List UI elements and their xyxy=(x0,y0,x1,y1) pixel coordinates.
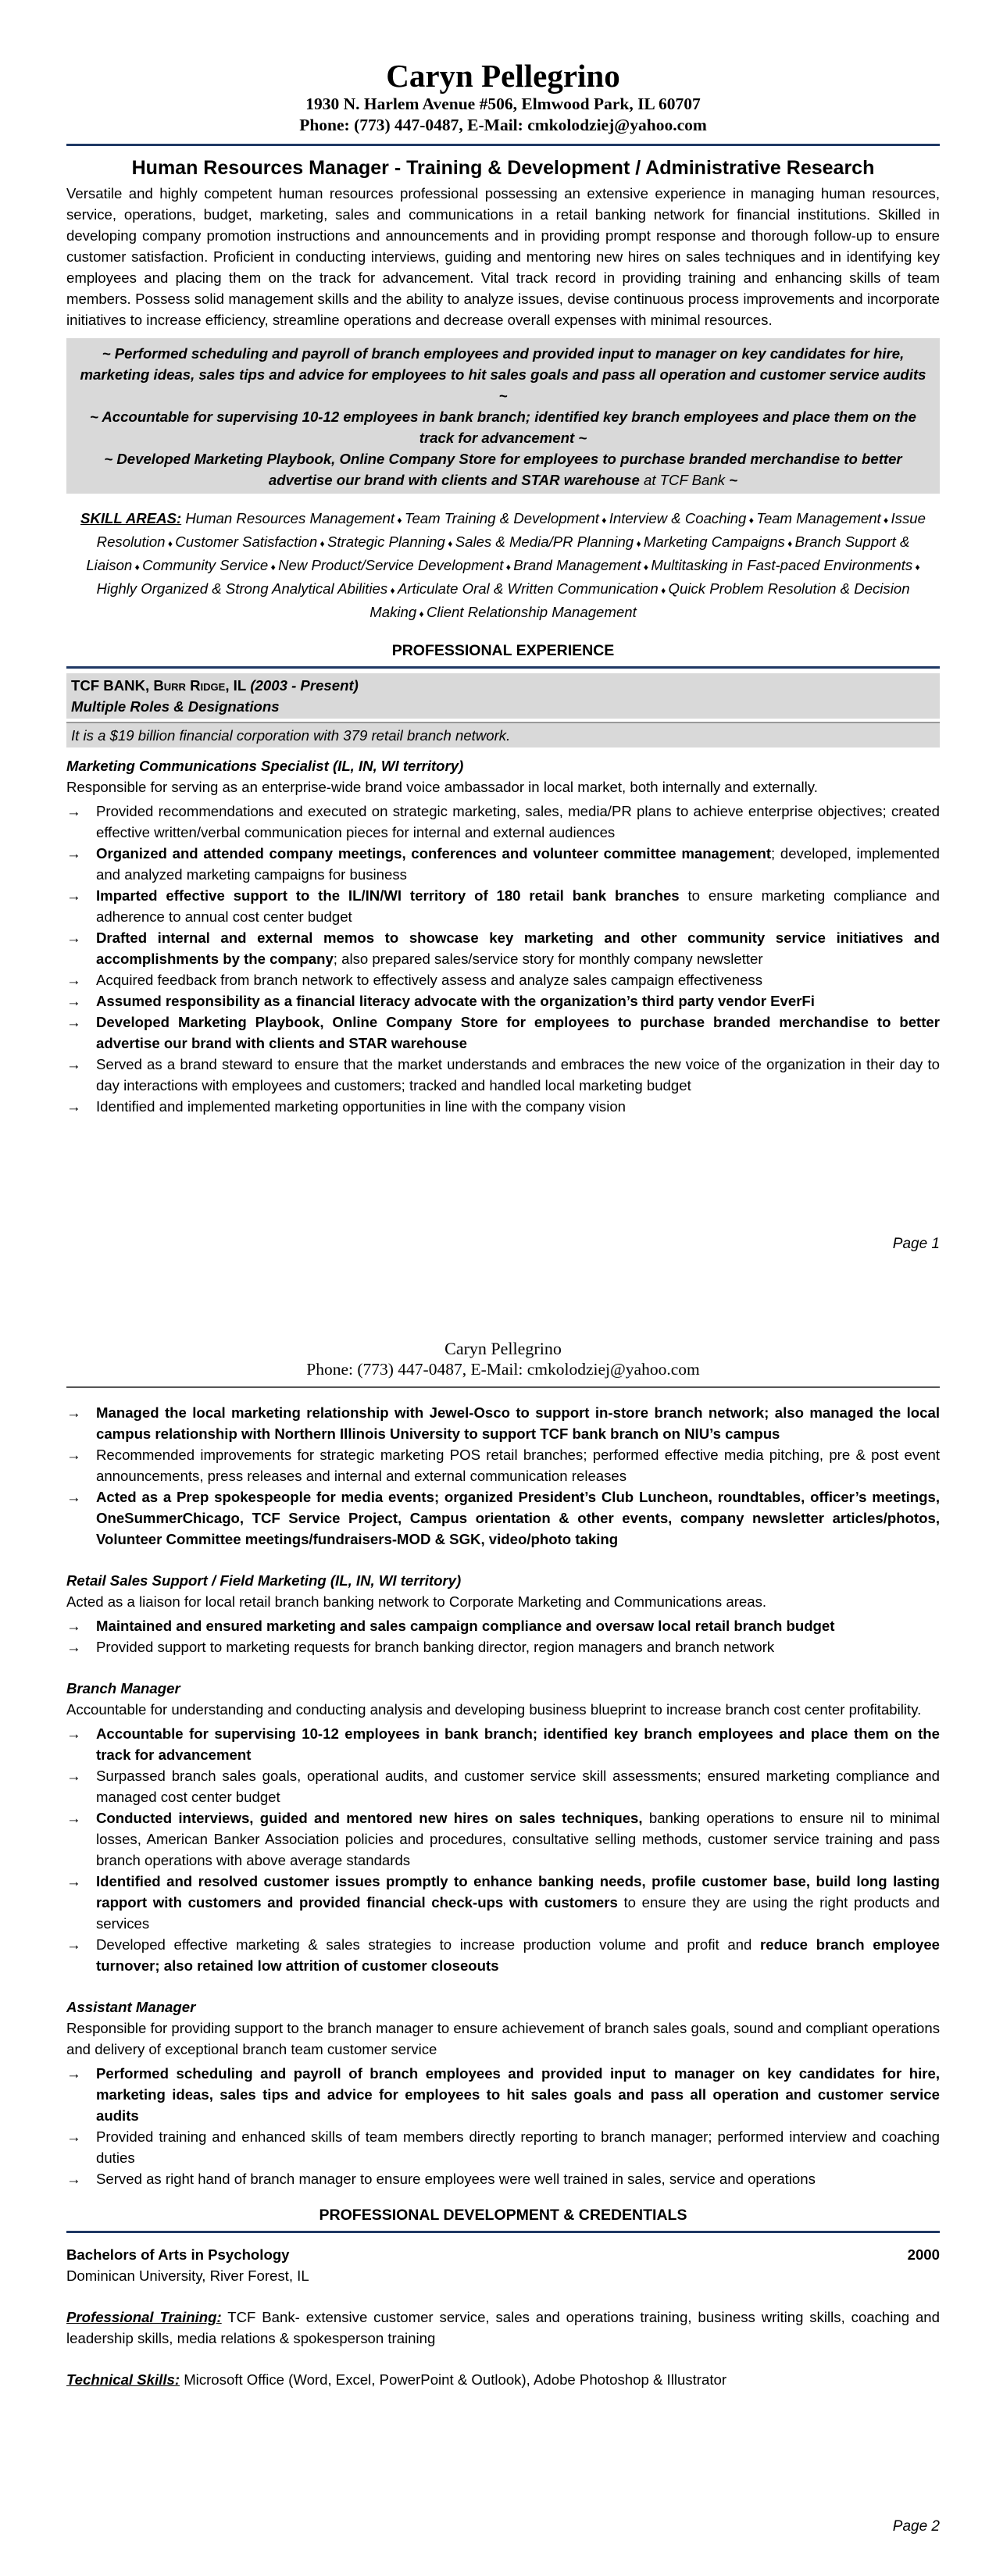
arrow-icon: → xyxy=(66,1725,81,1742)
skill-item: Sales & Media/PR Planning xyxy=(455,533,634,550)
skill-item: Interview & Coaching xyxy=(609,510,747,526)
skill-item: Team Training & Development xyxy=(404,510,599,526)
employer-name: TCF BANK, xyxy=(71,677,150,694)
arrow-icon: → xyxy=(66,1936,81,1953)
bullet-list xyxy=(66,1615,940,1657)
role-description: Responsible for providing support to the branch manager to ensure achievement of branch sales goals, sound and compliant operations and delivery of exceptional branch team customer service xyxy=(66,2020,940,2057)
list-item: → Assumed responsibility as a financial literacy advocate with the organization’s third party vendor EverFi xyxy=(66,990,940,1011)
skill-item: Marketing Campaigns xyxy=(643,533,785,550)
skill-item: Team Management xyxy=(756,510,881,526)
arrow-icon: → xyxy=(66,993,81,1009)
list-item: → Acquired feedback from branch network to effectively assess and analyze sales campaign effectiveness xyxy=(66,969,940,990)
diamond-icon: ♦ xyxy=(268,562,279,573)
employer-dates: (2003 - Present) xyxy=(246,677,359,694)
skill-item: Highly Organized & Strong Analytical Abilities xyxy=(96,580,388,597)
list-item: → Identified and resolved customer issues promptly to enhance banking needs, profile customer base, build long lasting rapport with customers and provided financial check-ups with customers to ensure they are using the right products and services xyxy=(66,1871,940,1934)
list-item: → Recommended improvements for strategic marketing POS retail branches; performed effective media pitching, pre & post event announcements, press releases and internal and external communication releases xyxy=(66,1444,940,1486)
arrow-icon: → xyxy=(66,1618,81,1634)
diamond-icon: ♦ xyxy=(784,538,795,549)
skill-item: Branch Support & Liaison xyxy=(86,533,910,573)
arrow-icon: → xyxy=(66,2171,81,2187)
arrow-icon: → xyxy=(66,1489,81,1505)
diamond-icon: ♦ xyxy=(317,538,327,549)
section-heading-development: PROFESSIONAL DEVELOPMENT & CREDENTIALS xyxy=(319,2207,687,2224)
list-item: → Provided training and enhanced skills of team members directly reporting to branch manager; performed interview and coaching duties xyxy=(66,2126,940,2168)
list-item: → Conducted interviews, guided and mentored new hires on sales techniques, banking operations to ensure nil to minimal losses, American Banker Association policies and procedures, consultative selling methods, customer service training and pass branch operations with above average standards xyxy=(66,1807,940,1871)
arrow-icon: → xyxy=(66,1014,81,1030)
role-description: Accountable for understanding and conducting analysis and developing business blueprint to increase branch cost center profitability. xyxy=(66,1701,922,1718)
bullet-list xyxy=(66,1723,940,1976)
diamond-icon: ♦ xyxy=(880,515,891,526)
skill-item: New Product/Service Development xyxy=(278,557,504,573)
bullet-list xyxy=(66,801,940,1117)
role-title: Marketing Communications Specialist (IL, IN, WI territory) xyxy=(66,758,464,774)
role-title: Branch Manager xyxy=(66,1680,180,1697)
arrow-icon: → xyxy=(66,2065,81,2082)
diamond-icon: ♦ xyxy=(165,538,176,549)
arrow-icon: → xyxy=(66,1447,81,1463)
list-item: → Organized and attended company meetings, conferences and volunteer committee management; developed, implemented and analyzed marketing campaigns for business xyxy=(66,843,940,885)
contact-line: Phone: (773) 447-0487, E-Mail: cmkolodziej@yahoo.com xyxy=(299,116,707,134)
list-item: → Surpassed branch sales goals, operational audits, and customer service skill assessments; ensured marketing compliance and managed cost center budget xyxy=(66,1765,940,1807)
section-divider xyxy=(66,666,940,669)
highlights-box xyxy=(66,338,940,494)
role-title: Retail Sales Support / Field Marketing (IL, IN, WI territory) xyxy=(66,1572,462,1589)
resume-name: Caryn Pellegrino xyxy=(386,58,620,94)
bullet-list xyxy=(66,2063,940,2189)
role-description: Acted as a liaison for local retail branch banking network to Corporate Marketing and Communications areas. xyxy=(66,1593,767,1610)
skill-item: Brand Management xyxy=(513,557,641,573)
list-item: → Developed effective marketing & sales strategies to increase production volume and profit and reduce branch employee turnover; also retained low attrition of customer closeouts xyxy=(66,1934,940,1976)
skill-item: Customer Satisfaction xyxy=(175,533,318,550)
arrow-icon: → xyxy=(66,887,81,904)
technical-skills: Technical Skills: Microsoft Office (Word, Excel, PowerPoint & Outlook), Adobe Photoshop & Illustrator xyxy=(66,2371,727,2388)
degree: Bachelors of Arts in Psychology xyxy=(66,2246,290,2263)
diamond-icon: ♦ xyxy=(416,608,427,619)
employer-roles: Multiple Roles & Designations xyxy=(71,698,280,715)
diamond-icon: ♦ xyxy=(658,585,669,596)
arrow-icon: → xyxy=(66,1768,81,1784)
list-item: → Served as right hand of branch manager to ensure employees were well trained in sales, service and operations xyxy=(66,2168,940,2189)
diamond-icon: ♦ xyxy=(387,585,398,596)
diamond-icon: ♦ xyxy=(634,538,644,549)
highlight-2: ~ Accountable for supervising 10-12 employees in bank branch; identified key branch employees and place them on the track for advancement ~ xyxy=(90,409,916,446)
arrow-icon: → xyxy=(66,2128,81,2145)
degree-year: 2000 xyxy=(907,2246,940,2263)
diamond-icon: ♦ xyxy=(746,515,757,526)
diamond-icon: ♦ xyxy=(394,515,405,526)
page2-name: Caryn Pellegrino xyxy=(444,1339,562,1358)
list-item: → Provided support to marketing requests for branch banking director, region managers and branch network xyxy=(66,1636,940,1657)
header-divider xyxy=(66,144,940,146)
school: Dominican University, River Forest, IL xyxy=(66,2267,309,2284)
list-item: → Served as a brand steward to ensure that the market understands and embraces the new voice of the organization in their day to day interactions with employees and customers; tracked and handled local marketing budget xyxy=(66,1054,940,1096)
employer-location: Burr Ridge, IL xyxy=(149,677,247,694)
arrow-icon: → xyxy=(66,845,81,862)
skill-item: Client Relationship Management xyxy=(427,604,637,620)
address: 1930 N. Harlem Avenue #506, Elmwood Park, IL 60707 xyxy=(305,95,701,113)
list-item: → Provided recommendations and executed on strategic marketing, sales, media/PR plans to achieve enterprise objectives; created effective written/verbal communication pieces for internal and external audiences xyxy=(66,801,940,843)
role-title: Assistant Manager xyxy=(66,1999,196,2015)
diamond-icon: ♦ xyxy=(641,562,652,573)
highlight-1: ~ Performed scheduling and payroll of branch employees and provided input to manager on key candidates for hire, marketing ideas, sales tips and advice for employees to hit sales goals and pass all operation and customer service audits ~ xyxy=(80,345,926,404)
arrow-icon: → xyxy=(66,803,81,819)
skill-item: Issue Resolution xyxy=(96,510,926,550)
arrow-icon: → xyxy=(66,1056,81,1072)
arrow-icon: → xyxy=(66,1639,81,1655)
arrow-icon: → xyxy=(66,972,81,988)
page-2 xyxy=(0,1288,996,2576)
page-number: Page 1 xyxy=(892,1236,940,1252)
list-item: → Identified and implemented marketing opportunities in line with the company vision xyxy=(66,1096,940,1117)
list-item: → Drafted internal and external memos to showcase key marketing and other community service initiatives and accomplishments by the company; also prepared sales/service story for monthly company newsletter xyxy=(66,927,940,969)
page2-divider xyxy=(66,1386,940,1388)
list-item: → Maintained and ensured marketing and sales campaign compliance and oversaw local retail branch budget xyxy=(66,1615,940,1636)
list-item: → Developed Marketing Playbook, Online Company Store for employees to purchase branded merchandise to better advertise our brand with clients and STAR warehouse xyxy=(66,1011,940,1054)
list-item: → Managed the local marketing relationship with Jewel-Osco to support in-store branch network; also managed the local campus relationship with Northern Illinois University to support TCF bank branch on NIU’s campus xyxy=(66,1402,940,1444)
diamond-icon: ♦ xyxy=(503,562,514,573)
diamond-icon: ♦ xyxy=(444,538,455,549)
skill-areas xyxy=(76,508,930,625)
section-divider xyxy=(66,2231,940,2233)
education-row xyxy=(66,2244,940,2265)
employer-block xyxy=(66,673,940,719)
diamond-icon: ♦ xyxy=(912,562,920,573)
skill-list xyxy=(86,510,926,620)
skill-areas-label: SKILL AREAS: xyxy=(80,510,182,526)
skill-item: Multitasking in Fast-paced Environments xyxy=(651,557,913,573)
bullet-list xyxy=(66,1402,940,1550)
arrow-icon: → xyxy=(66,1810,81,1826)
skill-item: Community Service xyxy=(142,557,269,573)
diamond-icon: ♦ xyxy=(598,515,609,526)
employer-description: It is a $19 billion financial corporation with 379 retail branch network. xyxy=(66,722,940,747)
diamond-icon: ♦ xyxy=(132,562,143,573)
page2-contact: Phone: (773) 447-0487, E-Mail: cmkolodziej@yahoo.com xyxy=(306,1360,700,1379)
skill-item: Quick Problem Resolution & Decision Making xyxy=(369,580,910,620)
list-item: → Performed scheduling and payroll of branch employees and provided input to manager on key candidates for hire, marketing ideas, sales tips and advice for employees to hit sales goals and pass all operation and customer service audits xyxy=(66,2063,940,2126)
skill-item: Human Resources Management xyxy=(185,510,395,526)
headline: Human Resources Manager - Training & Development / Administrative Research xyxy=(131,157,875,179)
list-item: → Imparted effective support to the IL/IN/WI territory of 180 retail bank branches to ensure marketing compliance and adherence to annual cost center budget xyxy=(66,885,940,927)
summary: Versatile and highly competent human resources professional possessing an extensive experience in managing human resources, service, operations, budget, marketing, sales and communications in a retail banking network for financial institutions. Skilled in developing company promotion instructions and announcements and in providing prompt response and thorough follow-up to ensure customer satisfaction. Proficient in conducting interviews, guiding and mentoring new hires on sales techniques and in identifying key employees and placing them on the track for advancement. Vital track record in providing training and enhancing skills of team members. Possess solid management skills and the ability to analyze issues, devise continuous process improvements and incorporate initiatives to increase efficiency, streamline operations and decrease overall expenses with minimal resources. xyxy=(66,185,940,328)
arrow-icon: → xyxy=(66,1098,81,1115)
arrow-icon: → xyxy=(66,929,81,946)
professional-training: Professional Training: TCF Bank- extensive customer service, sales and operations training, business writing skills, coaching and leadership skills, media relations & spokesperson training xyxy=(66,2309,940,2346)
training-label: Professional Training: xyxy=(66,2309,222,2325)
section-heading-experience: PROFESSIONAL EXPERIENCE xyxy=(391,642,615,659)
list-item: → Acted as a Prep spokespeople for media events; organized President’s Club Luncheon, roundtables, officer’s meetings, OneSummerChicago, TCF Service Project, Campus orientation & other events, company newsletter articles/photos, Volunteer Committee meetings/fundraisers-MOD & SGK, video/photo taking xyxy=(66,1486,940,1550)
arrow-icon: → xyxy=(66,1873,81,1889)
arrow-icon: → xyxy=(66,1404,81,1421)
list-item: → Accountable for supervising 10-12 employees in bank branch; identified key branch employees and place them on the track for advancement xyxy=(66,1723,940,1765)
skill-item: Articulate Oral & Written Communication xyxy=(397,580,659,597)
role-description: Responsible for serving as an enterprise-wide brand voice ambassador in local market, both internally and externally. xyxy=(66,779,818,795)
page-number: Page 2 xyxy=(892,2518,940,2535)
skill-item: Strategic Planning xyxy=(327,533,445,550)
technical-label: Technical Skills: xyxy=(66,2371,180,2388)
highlight-3: ~ Developed Marketing Playbook, Online Company Store for employees to purchase branded merchandise to better advertise our brand with clients and STAR warehouse at TCF Bank ~ xyxy=(104,451,902,488)
